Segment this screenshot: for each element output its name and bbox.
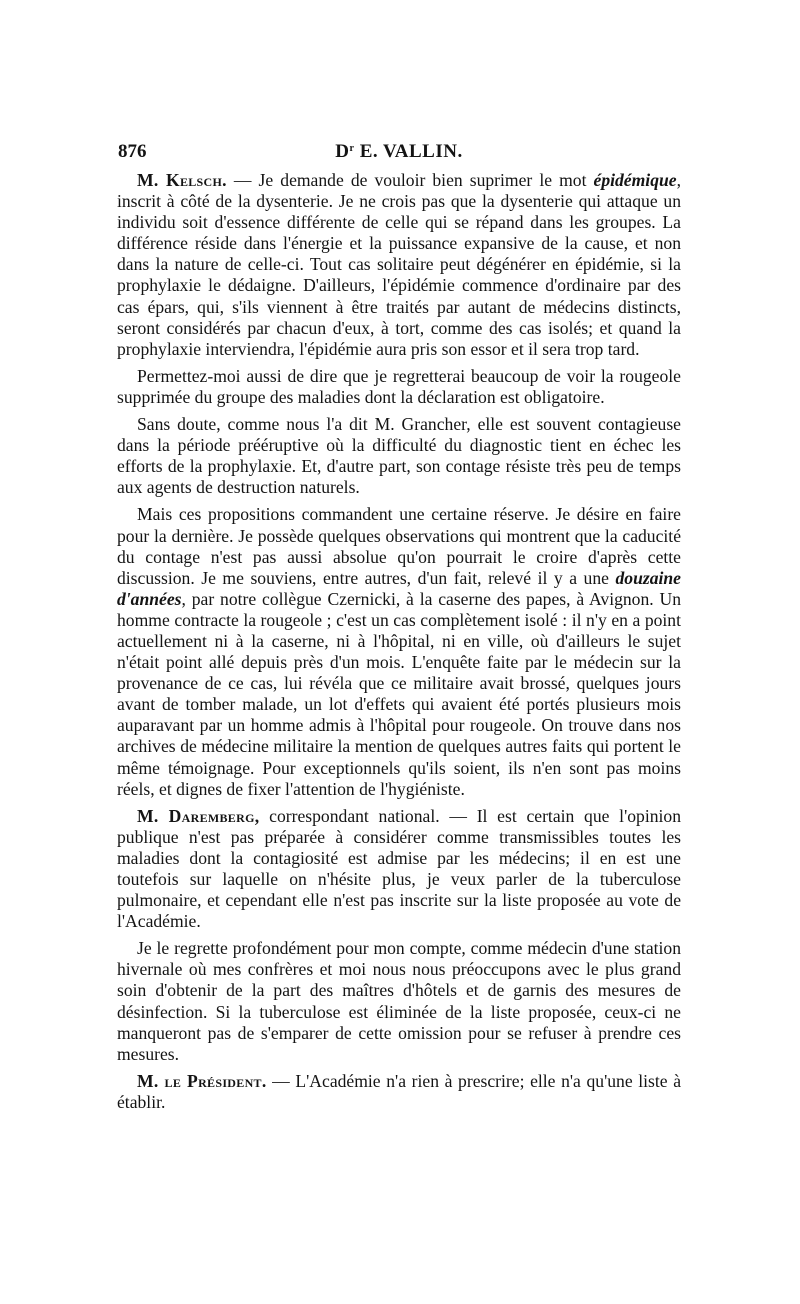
paragraph-text: Mais ces propositions commandent une certaine réserve. Je désire en faire pour la dernière. Je possède quelques observations qui montrent que la caducité du contage n'est pas aussi absolue qu'on pourrait le croire d'après cette discussion. Je me souviens, entre autres, d'un fait, relevé il y a une: [117, 504, 681, 588]
body-text: [117, 170, 681, 1113]
emphasized-phrase: douzaine d'années: [117, 567, 681, 609]
paragraph-grancher: [117, 414, 681, 498]
paragraph-text: Sans doute, comme nous l'a dit M. Grancher, elle est souvent contagieuse dans la période prééruptive où la difficulté du diagnostic tient en échec les efforts de la prophylaxie. Et, d'autre part, son contage résiste très peu de temps aux agents de destruction naturels.: [117, 414, 681, 498]
running-head: [118, 141, 680, 163]
paragraph-president: [117, 1071, 681, 1113]
paragraph-text-continued: , par notre collègue Czernicki, à la caserne des papes, à Avignon. Un homme contracte la rougeole ; c'est un cas complètement isolé : il n'y en a point actuellement ni à la caserne, ni à l'hôpital, ni en ville, où d'ailleurs le sujet n'était point allé depuis près d'un mois. L'enquête faite par le médecin sur la provenance de ce cas, lui révéla que ce militaire avait brossé, quelques jours avant de tomber malade, un lot d'effets qui avaient été portés plusieurs mois auparavant par un homme admis à l'hôpital pour rougeole. On trouve dans nos archives de médecine militaire la mention de quelques autres faits qui portent le même témoignage. Pour exceptionnels qu'ils soient, ils n'en sont pas moins réels, et dignes de fixer l'attention de l'hygiéniste.: [117, 588, 681, 799]
paragraph-daremberg: [117, 806, 681, 933]
paragraph-text: Permettez-moi aussi de dire que je regretterai beaucoup de voir la rougeole supprimée du groupe des maladies dont la déclaration est obligatoire.: [117, 365, 681, 407]
paragraph-kelsch: [117, 170, 681, 360]
author-prefix-superscript: r: [349, 143, 355, 154]
paragraph-text: — L'Académie n'a rien à prescrire; elle n'a qu'une liste à établir.: [117, 1070, 682, 1112]
paragraph-text: Je le regrette profondément pour mon compte, comme médecin d'une station hivernale où mes confrères et moi nous nous préoccupons avec le plus grand soin d'obtenir de la part des maîtres d'hôtels et de garnis des mesures de désinfection. Si la tuberculose est éliminée de la liste proposée, ceux-ci ne manqueront pas de s'emparer de cette omission pour se refuser à prendre ces mesures.: [117, 938, 681, 1064]
page-number: 876: [118, 141, 147, 162]
speaker-name: M. Daremberg,: [137, 805, 260, 826]
paragraph-text-continued: , inscrit à côté de la dysenterie. Je ne crois pas que la dysenterie qui attaque un individu soit d'essence différente de celle qui se répand dans les groupes. La différence réside dans l'énergie et la puissance expansive de la cause, et non dans la nature de celle-ci. Tout cas solitaire peut dégénérer en épidémie, si la prophylaxie le dédaigne. D'ailleurs, l'épidémie commence d'ordinaire par des cas épars, qui, s'ils viennent à être traités par autant de médecins distincts, seront considérés par chacun d'eux, à tort, comme des cas isolés; et quand la prophylaxie interviendra, l'épidémie aura pris son essor et il sera trop tard.: [117, 170, 681, 359]
paragraph-text: — Je demande de vouloir bien suprimer le mot: [226, 170, 594, 190]
emphasized-word: épidémique: [593, 170, 677, 190]
author-name: E. VALLIN.: [359, 141, 463, 162]
paragraph-station-hivernale: [117, 938, 681, 1065]
page-header: [118, 141, 680, 167]
paragraph-rougeole: [117, 366, 681, 408]
speaker-name: M. Kelsch.: [137, 170, 227, 190]
paragraph-text: correspondant national. — Il est certain que l'opinion publique n'est pas préparée à considérer comme transmissibles toutes les maladies dont la contagiosité est admise par les médecins; il en est une toutefois sur laquelle on n'hésite plus, je veux parler de la tuberculose pulmonaire, et cependant elle n'est pas inscrite sur la liste proposée au vote de l'Académie.: [117, 805, 682, 932]
paragraph-avignon: [117, 504, 681, 799]
speaker-name: M. le Président.: [137, 1070, 267, 1091]
author-prefix: D: [335, 141, 350, 162]
